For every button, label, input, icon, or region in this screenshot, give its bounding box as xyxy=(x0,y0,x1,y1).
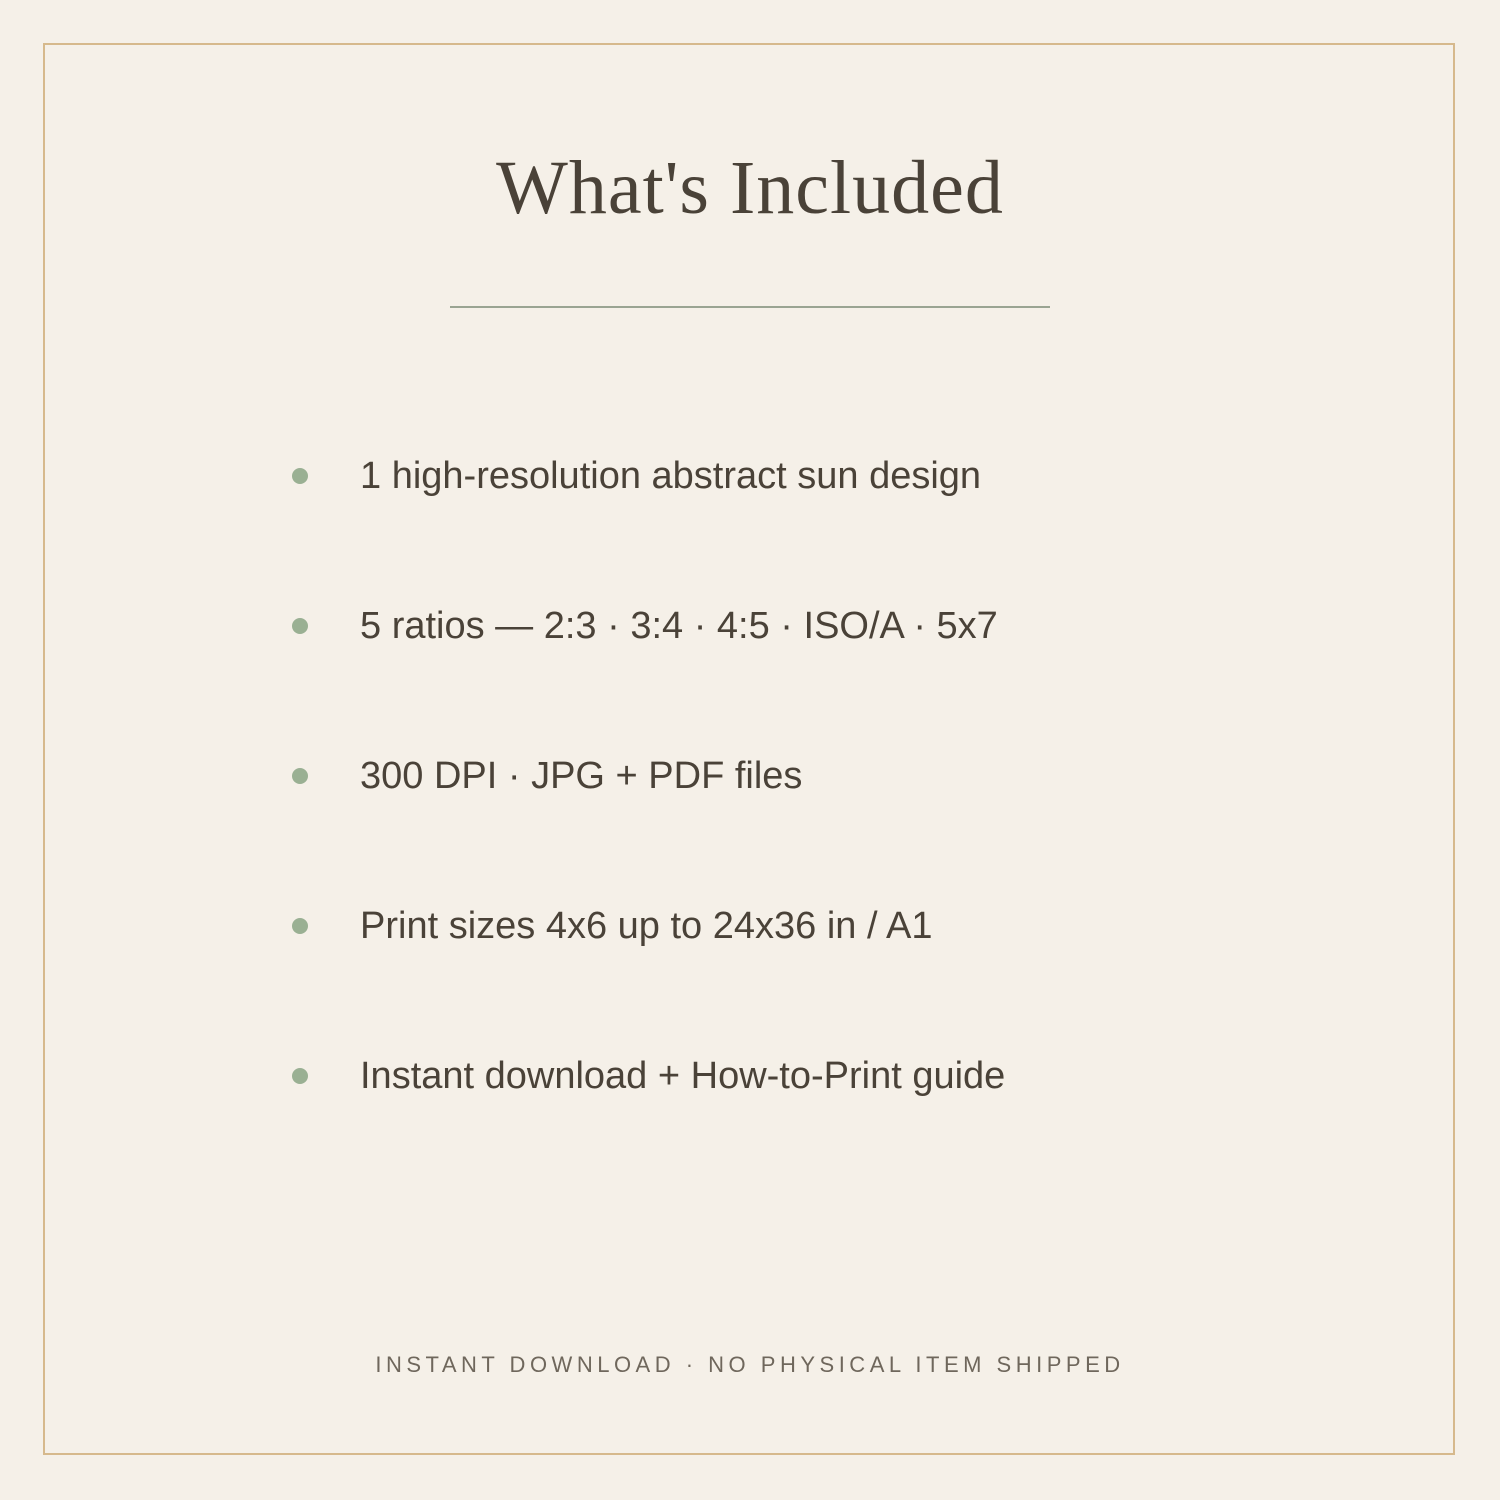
feature-item-files xyxy=(292,746,1192,806)
feature-text: 1 high-resolution abstract sun design xyxy=(360,455,982,497)
bullet-dot-icon xyxy=(292,768,308,784)
bullet-dot-icon xyxy=(292,918,308,934)
feature-item-download xyxy=(292,1046,1192,1106)
feature-text: Print sizes 4x6 up to 24x36 in / A1 xyxy=(360,905,933,947)
title-divider xyxy=(450,306,1050,308)
feature-item-print-sizes xyxy=(292,896,1192,956)
feature-text: 5 ratios — 2:3 · 3:4 · 4:5 · ISO/A · 5x7 xyxy=(360,605,998,647)
feature-text: Instant download + How-to-Print guide xyxy=(360,1055,1006,1097)
feature-item-design xyxy=(292,446,1192,506)
bullet-dot-icon xyxy=(292,1068,308,1084)
feature-item-ratios xyxy=(292,596,1192,656)
bullet-dot-icon xyxy=(292,468,308,484)
bullet-dot-icon xyxy=(292,618,308,634)
footer-note: INSTANT DOWNLOAD · NO PHYSICAL ITEM SHIPPED xyxy=(375,1352,1125,1377)
page-title: What's Included xyxy=(496,146,1004,230)
feature-text: 300 DPI · JPG + PDF files xyxy=(360,755,803,797)
